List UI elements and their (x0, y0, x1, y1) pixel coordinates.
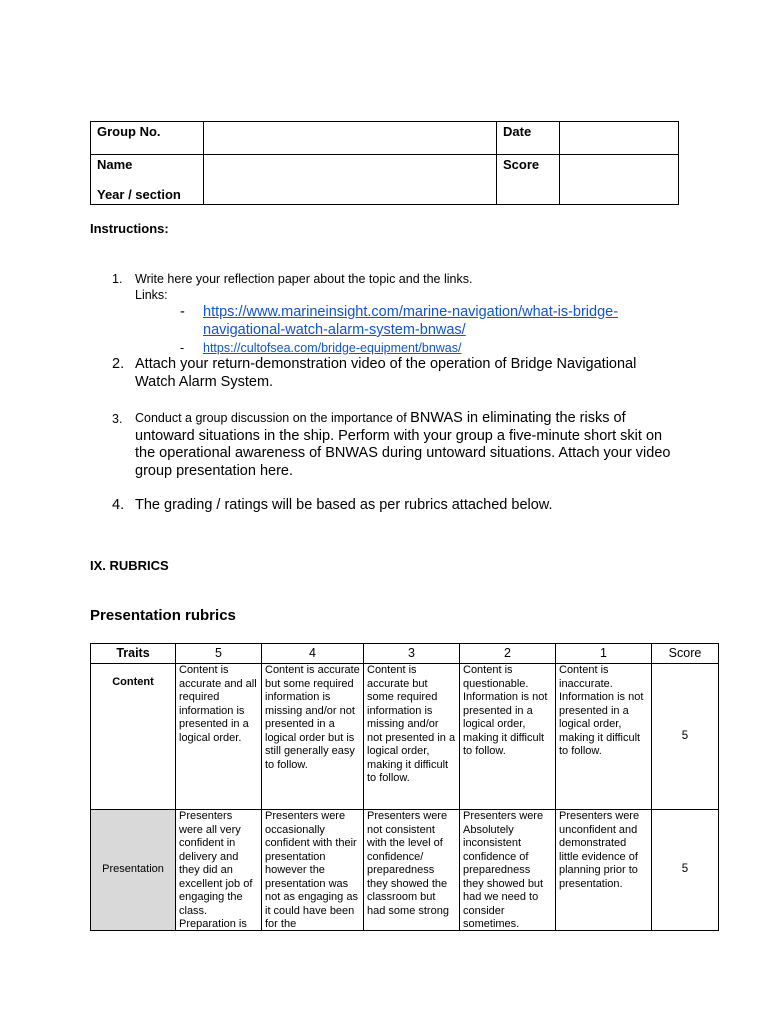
header-5: 5 (176, 644, 262, 664)
table-row (91, 664, 719, 810)
link-dash: - (180, 341, 185, 355)
group-no-field[interactable] (204, 122, 497, 155)
rubric-table (90, 643, 719, 931)
rubrics-heading: IX. RUBRICS (90, 558, 169, 573)
marineinsight-link[interactable]: https://www.marineinsight.com/marine-navigation/what-is-bridge- (203, 304, 619, 320)
score-cell: 5 (652, 664, 719, 810)
item-text: The grading / ratings will be based as per rubrics attached below. (135, 497, 553, 513)
rubric-cell (262, 810, 364, 931)
item-number: 1. (112, 272, 123, 286)
header-1: 1 (556, 644, 652, 664)
rubric-cell (364, 810, 460, 931)
item-text (135, 410, 680, 480)
rubric-cell-text: Presenters were not consistent with the level of confidence/ preparedness they showed the classroom but had some strong (367, 810, 449, 917)
rubric-cell: Content is accurate but some required information is missing and/or not presented in a logical order but is still generally easy to follow. (262, 664, 364, 810)
rubric-cell-text: Presenters were occasionally confident with their presentation however the presentation was not as engaging as it could have been for the (265, 810, 358, 930)
table-row (91, 810, 719, 931)
header-4: 4 (262, 644, 364, 664)
score-field[interactable] (560, 155, 679, 205)
rubric-cell (556, 810, 652, 931)
instructions-title: Instructions: (90, 221, 169, 236)
item-number: 3. (112, 412, 123, 426)
item-text-start: Conduct a group discussion on the importance of (135, 411, 411, 425)
rubric-cell-text: Presenters were Absolutely inconsistent confidence of preparedness they showed but had we need to consider sometimes. (463, 810, 544, 930)
score-label: Score (497, 155, 560, 205)
links-label: Links: (135, 288, 168, 302)
item-text: Attach your return-demonstration video of the operation of Bridge Navigational Watch Alarm System. (135, 356, 637, 390)
header-info-table (90, 121, 679, 205)
item-text: Write here your reflection paper about the topic and the links. (135, 272, 473, 286)
date-field[interactable] (560, 122, 679, 155)
header-score: Score (652, 644, 719, 664)
header-2: 2 (460, 644, 556, 664)
name-field[interactable] (204, 155, 497, 205)
trait-presentation: Presentation (91, 810, 176, 931)
rubric-cell: Content is inaccurate. Information is not presented in a logical order, making it difficult to follow. (556, 664, 652, 810)
rubric-cell-text: Presenters were all very confident in delivery and they did an excellent job of engaging the class. Preparation is (179, 810, 253, 930)
trait-content: Content (91, 664, 176, 810)
year-section-label: Year / section (97, 187, 181, 202)
rubric-cell: Content is questionable. Information is not presented in a logical order, making it difficult to follow. (460, 664, 556, 810)
item-number: 2. (112, 356, 125, 372)
group-no-label: Group No. (91, 122, 204, 155)
rubric-cell (176, 810, 262, 931)
name-label: Name (97, 157, 133, 172)
cultofsea-link[interactable]: https://cultofsea.com/bridge-equipment/bnwas/ (203, 341, 462, 355)
presentation-rubrics-heading: Presentation rubrics (90, 607, 236, 624)
rubric-cell: Content is accurate but some required information is missing and/or not presented in a logical order, making it difficult to follow. (364, 664, 460, 810)
rubric-cell-text: Presenters were unconfident and demonstrated little evidence of planning prior to presentation. (559, 810, 640, 890)
score-cell: 5 (652, 810, 719, 931)
item-number: 4. (112, 497, 125, 513)
item-text-rest: BNWAS in eliminating the risks of untoward situations in the ship. Perform with your group a five-minute short skit on the operational awareness of BNWAS during untoward situations. Attach your video group presentation here. (135, 410, 671, 479)
header-traits: Traits (91, 644, 176, 664)
rubric-cell (460, 810, 556, 931)
marineinsight-link-cont[interactable]: navigational-watch-alarm-system-bnwas/ (203, 322, 466, 338)
date-label: Date (497, 122, 560, 155)
rubric-cell: Content is accurate and all required information is presented in a logical order. (176, 664, 262, 810)
header-3: 3 (364, 644, 460, 664)
name-year-label-cell (91, 155, 204, 205)
link-dash: - (180, 304, 185, 320)
